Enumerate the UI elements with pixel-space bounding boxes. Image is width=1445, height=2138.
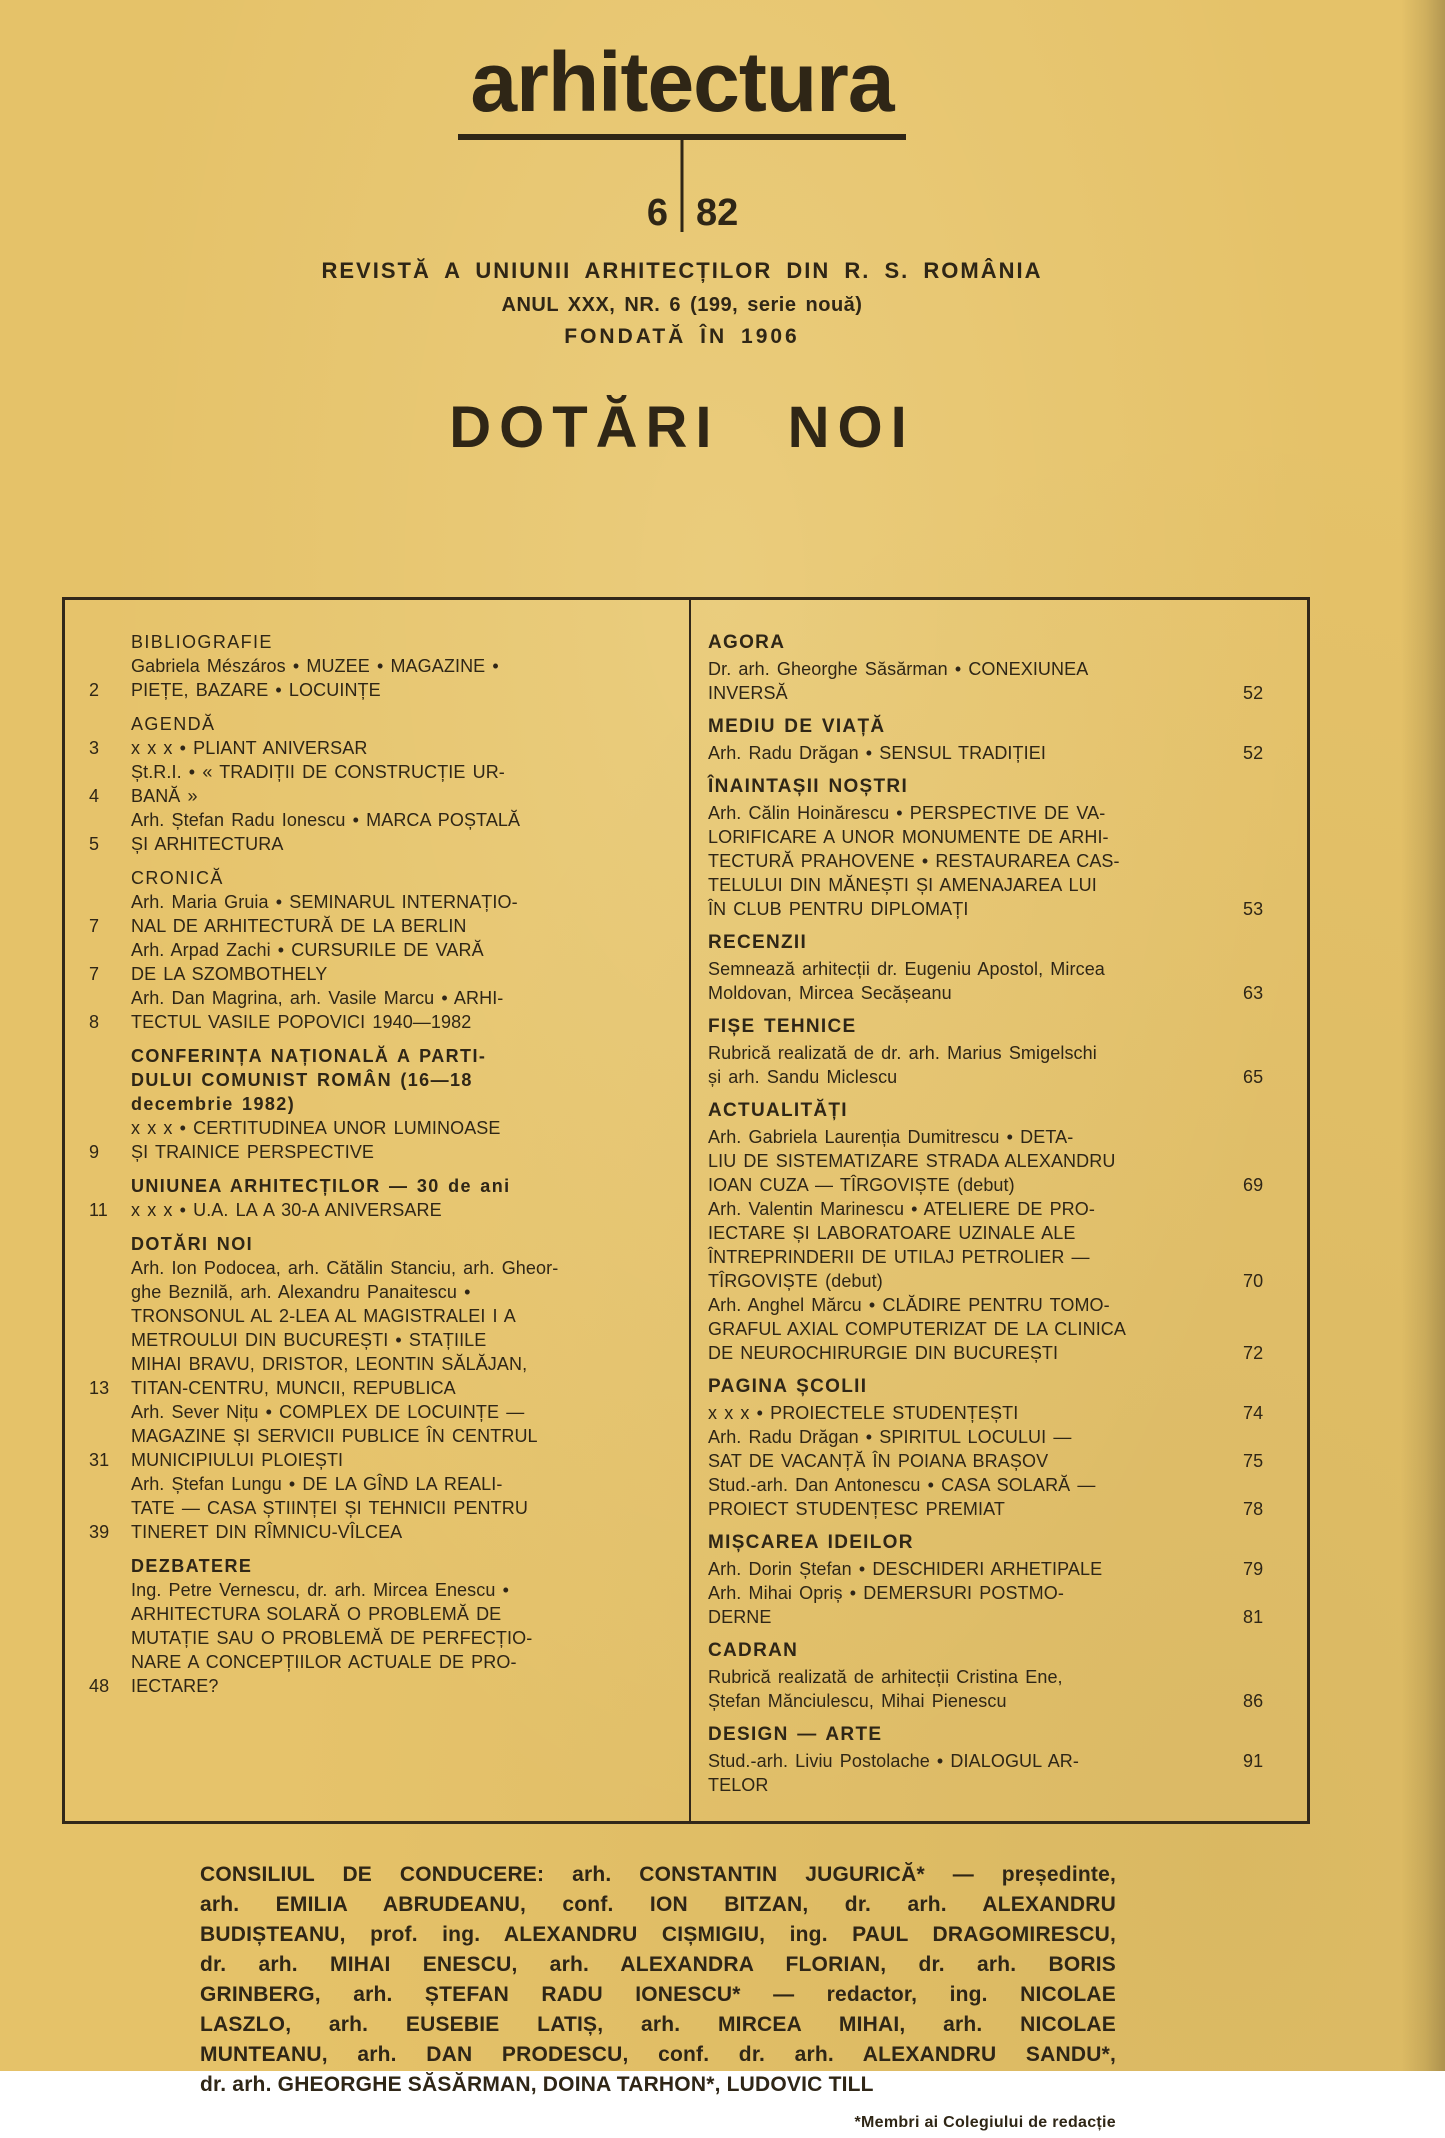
toc-line: [708, 657, 1279, 681]
page-number: 11: [89, 1200, 108, 1220]
toc-entry: [77, 1400, 665, 1472]
board-line: arh. EMILIA ABRUDEANU, conf. ION BITZAN, dr. arh. ALEXANDRU: [200, 1893, 1116, 1916]
toc-section: [77, 1232, 665, 1544]
toc-line: [77, 1496, 665, 1520]
section-header: UNIUNEA ARHITECȚILOR — 30 de ani: [131, 1176, 511, 1196]
toc-entry: [77, 760, 665, 808]
board-line: dr. arh. MIHAI ENESCU, arh. ALEXANDRA FLORIAN, dr. arh. BORIS: [200, 1953, 1116, 1976]
page-number: 31: [89, 1450, 110, 1470]
toc-line: [77, 986, 665, 1010]
toc-entry: [77, 1116, 665, 1164]
page-number: 9: [89, 1142, 100, 1162]
page-title: DOTĂRI NOI: [449, 395, 915, 460]
section-header-row: [77, 712, 665, 736]
toc-line: [77, 760, 665, 784]
section-header: ÎNAINTAȘII NOȘTRI: [708, 776, 909, 797]
toc-entry: [708, 657, 1279, 705]
toc-line-text: Ștefan Mănciulescu, Mihai Pienescu: [708, 1691, 1007, 1711]
toc-entry: [708, 1293, 1279, 1365]
toc-line-text: MAGAZINE ȘI SERVICII PUBLICE ÎN CENTRUL: [131, 1426, 538, 1446]
section-header: DULUI COMUNIST ROMÂN (16—18: [131, 1070, 473, 1090]
toc-entry: [708, 1473, 1279, 1521]
toc-line: [708, 1425, 1279, 1449]
toc-line: [708, 873, 1279, 897]
page-number: 48: [89, 1676, 110, 1696]
page-number: 63: [1243, 983, 1264, 1003]
toc-line: [77, 1010, 665, 1034]
toc-line-text: ÎNTREPRINDERII DE UTILAJ PETROLIER —: [708, 1247, 1090, 1267]
magazine-title: arhitectura: [458, 40, 905, 140]
toc-section: [77, 630, 665, 702]
toc-left-column: [65, 600, 691, 1821]
toc-line: [77, 1424, 665, 1448]
toc-line: [708, 1293, 1279, 1317]
section-header: DESIGN — ARTE: [708, 1724, 883, 1745]
section-header: ACTUALITĂȚI: [708, 1100, 848, 1121]
toc-line-text: Arh. Valentin Marinescu • ATELIERE DE PRO-: [708, 1199, 1095, 1219]
toc-line: [708, 1197, 1279, 1221]
toc-line: [708, 1041, 1279, 1065]
toc-line: [77, 1328, 665, 1352]
toc-entry: [708, 1401, 1279, 1425]
toc-line: [77, 914, 665, 938]
toc-line-text: TRONSONUL AL 2-LEA AL MAGISTRALEI I A: [131, 1306, 516, 1326]
toc-section: [77, 1554, 665, 1698]
toc-line: [77, 832, 665, 856]
toc-entry: [77, 736, 665, 760]
toc-line-text: Șt.R.I. • « TRADIȚII DE CONSTRUCȚIE UR-: [131, 762, 505, 782]
page-number: 52: [1243, 683, 1264, 703]
toc-entry: [77, 1578, 665, 1698]
board-line: LASZLO, arh. EUSEBIE LATIȘ, arh. MIRCEA MIHAI, arh. NICOLAE: [200, 2013, 1116, 2036]
toc-section: [708, 1099, 1279, 1365]
section-header: CONFERINȚA NAȚIONALĂ A PARTI-: [131, 1046, 487, 1066]
toc-line: [708, 1665, 1279, 1689]
toc-line-text: Arh. Sever Nițu • COMPLEX DE LOCUINȚE —: [131, 1402, 525, 1422]
toc-line: [77, 1674, 665, 1698]
toc-line: [77, 1198, 665, 1222]
toc-line-text: Arh. Maria Gruia • SEMINARUL INTERNAȚIO-: [131, 892, 518, 912]
toc-entry: [708, 801, 1279, 921]
section-header: AGENDĂ: [131, 714, 216, 734]
page-number: 7: [89, 916, 100, 936]
toc-line: [708, 1269, 1279, 1293]
toc-line-text: Stud.-arh. Dan Antonescu • CASA SOLARĂ —: [708, 1475, 1096, 1495]
page-number: 81: [1243, 1607, 1264, 1627]
issue-indicator: [52, 140, 1312, 232]
page-number: 13: [89, 1378, 110, 1398]
toc-section: [708, 1639, 1279, 1713]
toc-line: [708, 1125, 1279, 1149]
toc-line: [708, 1605, 1279, 1629]
toc-line: [708, 957, 1279, 981]
toc-line: [708, 1473, 1279, 1497]
toc-section: [77, 1174, 665, 1222]
toc-line: [708, 1149, 1279, 1173]
section-header: CRONICĂ: [131, 868, 224, 888]
toc-line-text: GRAFUL AXIAL COMPUTERIZAT DE LA CLINICA: [708, 1319, 1126, 1339]
toc-line: [77, 938, 665, 962]
toc-entry: [708, 741, 1279, 765]
toc-line-text: Arh. Călin Hoinărescu • PERSPECTIVE DE VA-: [708, 803, 1106, 823]
toc-line-text: Ing. Petre Vernescu, dr. arh. Mircea Enescu •: [131, 1580, 509, 1600]
toc-entry: [77, 1256, 665, 1400]
toc-line-text: NAL DE ARHITECTURĂ DE LA BERLIN: [131, 916, 467, 936]
toc-section: [708, 1531, 1279, 1629]
page-number: 3: [89, 738, 100, 758]
toc-line-text: TINERET DIN RÎMNICU-VÎLCEA: [131, 1522, 403, 1542]
toc-section: [708, 1015, 1279, 1089]
toc-line-text: TÎRGOVIȘTE (debut): [708, 1271, 883, 1291]
toc-line-text: Arh. Dan Magrina, arh. Vasile Marcu • ARHI-: [131, 988, 504, 1008]
toc-entry: [708, 1197, 1279, 1293]
section-header: decembrie 1982): [131, 1094, 296, 1114]
toc-line: [77, 1472, 665, 1496]
section-header-row: [77, 1068, 665, 1092]
toc-section: [708, 715, 1279, 765]
board-line: GRINBERG, arh. ȘTEFAN RADU IONESCU* — redactor, ing. NICOLAE: [200, 1983, 1116, 2006]
toc-line-text: Arh. Arpad Zachi • CURSURILE DE VARĂ: [131, 940, 484, 960]
toc-line: [708, 1317, 1279, 1341]
toc-line: [708, 1221, 1279, 1245]
toc-line-text: x x x • PROIECTELE STUDENȚEȘTI: [708, 1403, 1019, 1423]
toc-line-text: Arh. Dorin Ștefan • DESCHIDERI ARHETIPALE: [708, 1559, 1103, 1579]
toc-line: [77, 1256, 665, 1280]
toc-line-text: BANĂ »: [131, 786, 198, 806]
toc-line: [77, 1304, 665, 1328]
section-header: CADRAN: [708, 1640, 799, 1661]
toc-line: [708, 1581, 1279, 1605]
page-number: 65: [1243, 1067, 1264, 1087]
toc-line: [77, 784, 665, 808]
issue-divider-line: [681, 140, 684, 232]
toc-line-text: Moldovan, Mircea Secășeanu: [708, 983, 952, 1003]
toc-line: [77, 808, 665, 832]
board-line: MUNTEANU, arh. DAN PRODESCU, conf. dr. arh. ALEXANDRU SANDU*,: [200, 2043, 1116, 2066]
toc-entry: [708, 1581, 1279, 1629]
section-header: DOTĂRI NOI: [131, 1234, 253, 1254]
toc-line: [77, 736, 665, 760]
toc-line: [708, 981, 1279, 1005]
toc-section: [77, 1044, 665, 1164]
toc-entry: [77, 890, 665, 938]
toc-line-text: NARE A CONCEPȚIILOR ACTUALE DE PRO-: [131, 1652, 517, 1672]
section-header-row: [77, 1554, 665, 1578]
toc-section: [708, 1375, 1279, 1521]
toc-line-text: LORIFICARE A UNOR MONUMENTE DE ARHI-: [708, 827, 1109, 847]
toc-line: [708, 1749, 1279, 1773]
toc-entry: [77, 986, 665, 1034]
toc-line-text: IECTARE?: [131, 1676, 219, 1696]
section-header: MEDIU DE VIAȚĂ: [708, 716, 886, 737]
toc-line: [708, 1173, 1279, 1197]
toc-line-text: Stud.-arh. Liviu Postolache • DIALOGUL AR-: [708, 1751, 1079, 1771]
toc-line: [708, 1449, 1279, 1473]
page-number: 53: [1243, 899, 1264, 919]
section-header: PAGINA ȘCOLII: [708, 1376, 868, 1397]
toc-line-text: x x x • PLIANT ANIVERSAR: [131, 738, 368, 758]
toc-line-text: MUTAȚIE SAU O PROBLEMĂ DE PERFECȚIO-: [131, 1628, 533, 1648]
toc-line-text: Gabriela Mészáros • MUZEE • MAGAZINE •: [131, 656, 499, 676]
toc-entry: [708, 1665, 1279, 1713]
toc-line-text: PROIECT STUDENȚESC PREMIAT: [708, 1499, 1005, 1519]
page-number: 2: [89, 680, 100, 700]
toc-line-text: ARHITECTURA SOLARĂ O PROBLEMĂ DE: [131, 1604, 502, 1624]
section-header-row: [77, 1044, 665, 1068]
toc-line: [77, 1602, 665, 1626]
toc-entry: [708, 1749, 1279, 1797]
toc-line: [77, 1376, 665, 1400]
page-number: 5: [89, 834, 100, 854]
toc-line-text: DE LA SZOMBOTHELY: [131, 964, 328, 984]
toc-line-text: Arh. Radu Drăgan • SENSUL TRADIȚIEI: [708, 743, 1046, 763]
toc-line-text: Arh. Mihai Opriș • DEMERSURI POSTMO-: [708, 1583, 1064, 1603]
toc-line: [77, 1400, 665, 1424]
toc-entry: [708, 1557, 1279, 1581]
toc-line-text: Arh. Ion Podocea, arh. Cătălin Stanciu, arh. Gheor-: [131, 1258, 559, 1278]
toc-line: [77, 890, 665, 914]
toc-entry: [77, 654, 665, 702]
section-header: AGORA: [708, 632, 786, 653]
scan-edge-shadow: [1401, 0, 1445, 2071]
toc-line: [77, 1352, 665, 1376]
toc-section: [708, 775, 1279, 921]
page-number: 69: [1243, 1175, 1264, 1195]
page-number: 79: [1243, 1559, 1264, 1579]
page-number: 75: [1243, 1451, 1264, 1471]
toc-line: [77, 1650, 665, 1674]
section-header-row: [77, 1174, 665, 1198]
toc-line-text: x x x • U.A. LA A 30-A ANIVERSARE: [131, 1200, 442, 1220]
board-line: dr. arh. GHEORGHE SĂSĂRMAN, DOINA TARHON*, LUDOVIC TILL: [200, 2073, 874, 2096]
toc-line-text: Arh. Ștefan Lungu • DE LA GÎND LA REALI-: [131, 1474, 503, 1494]
page-number: 74: [1243, 1403, 1264, 1423]
toc-line-text: ÎN CLUB PENTRU DIPLOMAȚI: [708, 899, 969, 919]
toc-line: [77, 654, 665, 678]
toc-line-text: TITAN-CENTRU, MUNCII, REPUBLICA: [131, 1378, 456, 1398]
toc-line: [708, 1245, 1279, 1269]
toc-entry: [708, 957, 1279, 1005]
founded-line: FONDATĂ ÎN 1906: [564, 325, 800, 348]
toc-line-text: Arh. Radu Drăgan • SPIRITUL LOCULUI —: [708, 1427, 1072, 1447]
toc-line-text: IOAN CUZA — TÎRGOVIȘTE (debut): [708, 1175, 1015, 1195]
toc-line-text: ȘI ARHITECTURA: [131, 834, 284, 854]
toc-entry: [77, 1472, 665, 1544]
section-header: RECENZII: [708, 932, 808, 953]
page-number: 70: [1243, 1271, 1264, 1291]
section-header: BIBLIOGRAFIE: [131, 632, 273, 652]
toc-entry: [77, 808, 665, 856]
toc-section: [708, 1723, 1279, 1797]
toc-line: [77, 1626, 665, 1650]
toc-line-text: METROULUI DIN BUCUREȘTI • STAȚIILE: [131, 1330, 487, 1350]
toc-line-text: DERNE: [708, 1607, 772, 1627]
toc-line-text: LIU DE SISTEMATIZARE STRADA ALEXANDRU: [708, 1151, 1116, 1171]
toc-line-text: MIHAI BRAVU, DRISTOR, LEONTIN SĂLĂJAN,: [131, 1354, 528, 1374]
toc-section: [77, 866, 665, 1034]
toc-line: [77, 1140, 665, 1164]
toc-line: [708, 825, 1279, 849]
toc-line-text: ȘI TRAINICE PERSPECTIVE: [131, 1142, 375, 1162]
toc-entry: [77, 938, 665, 986]
toc-line: [77, 1280, 665, 1304]
toc-line: [708, 1557, 1279, 1581]
toc-right-column: [691, 600, 1307, 1821]
page-number: 52: [1243, 743, 1264, 763]
toc-line-text: IECTARE ȘI LABORATOARE UZINALE ALE: [708, 1223, 1076, 1243]
toc-line: [708, 1773, 1279, 1797]
toc-line-text: Arh. Ștefan Radu Ionescu • MARCA POȘTALĂ: [131, 810, 521, 830]
toc-line: [708, 849, 1279, 873]
toc-line: [77, 678, 665, 702]
toc-line-text: MUNICIPIULUI PLOIEȘTI: [131, 1450, 344, 1470]
toc-line: [708, 1497, 1279, 1521]
section-header: FIȘE TEHNICE: [708, 1016, 857, 1037]
toc-line: [77, 1448, 665, 1472]
magazine-subtitle: REVISTĂ A UNIUNII ARHITECȚILOR DIN R. S. ROMÂNIA: [321, 258, 1043, 283]
toc-line: [708, 1401, 1279, 1425]
page-number: 8: [89, 1012, 100, 1032]
board-footnote: *Membri ai Colegiului de redacție: [854, 2114, 1116, 2131]
toc-box: [62, 597, 1310, 1824]
issue-year: 82: [696, 192, 739, 234]
toc-line: [708, 1341, 1279, 1365]
toc-section: [708, 631, 1279, 705]
toc-line: [77, 1578, 665, 1602]
page-number: 39: [89, 1522, 110, 1542]
toc-line-text: Rubrică realizată de dr. arh. Marius Smigelschi: [708, 1043, 1097, 1063]
toc-line-text: TELOR: [708, 1775, 769, 1795]
toc-line-text: Dr. arh. Gheorghe Săsărman • CONEXIUNEA: [708, 659, 1089, 679]
board-line: CONSILIUL DE CONDUCERE: arh. CONSTANTIN JUGURICĂ* — președinte,: [200, 1863, 1116, 1886]
volume-line: ANUL XXX, NR. 6 (199, serie nouă): [501, 294, 863, 316]
page-number: 7: [89, 964, 100, 984]
toc-line-text: și arh. Sandu Miclescu: [708, 1067, 898, 1087]
toc-line-text: TECTURĂ PRAHOVENE • RESTAURAREA CAS-: [708, 851, 1120, 871]
masthead: [52, 0, 1312, 349]
section-header-row: [77, 1092, 665, 1116]
toc-line-text: x x x • CERTITUDINEA UNOR LUMINOASE: [131, 1118, 501, 1138]
toc-line: [77, 1116, 665, 1140]
page-number: 91: [1243, 1751, 1264, 1771]
board-line: BUDIȘTEANU, prof. ing. ALEXANDRU CIȘMIGIU, ing. PAUL DRAGOMIRESCU,: [200, 1923, 1116, 1946]
toc-line-text: DE NEUROCHIRURGIE DIN BUCUREȘTI: [708, 1343, 1059, 1363]
toc-line: [708, 1689, 1279, 1713]
toc-line: [708, 681, 1279, 705]
toc-section: [77, 712, 665, 856]
toc-line: [708, 897, 1279, 921]
toc-line-text: PIEȚE, BAZARE • LOCUINȚE: [131, 680, 381, 700]
editorial-board: [200, 1860, 1116, 2138]
toc-entry: [708, 1425, 1279, 1473]
toc-line-text: INVERSĂ: [708, 683, 788, 703]
section-header: DEZBATERE: [131, 1556, 253, 1576]
section-header-row: [77, 866, 665, 890]
toc-line-text: TECTUL VASILE POPOVICI 1940—1982: [131, 1012, 472, 1032]
toc-line-text: Rubrică realizată de arhitecții Cristina Ene,: [708, 1667, 1063, 1687]
toc-line: [77, 1520, 665, 1544]
toc-entry: [77, 1198, 665, 1222]
page-number: 86: [1243, 1691, 1264, 1711]
toc-line-text: SAT DE VACANȚĂ ÎN POIANA BRAȘOV: [708, 1451, 1049, 1471]
toc-line-text: TELULUI DIN MĂNEȘTI ȘI AMENAJAREA LUI: [708, 875, 1097, 895]
page-number: 72: [1243, 1343, 1264, 1363]
toc-line-text: TATE — CASA ȘTIINȚEI ȘI TEHNICII PENTRU: [131, 1498, 528, 1518]
toc-line: [708, 801, 1279, 825]
toc-line-text: Arh. Gabriela Laurenția Dumitrescu • DETA-: [708, 1127, 1074, 1147]
toc-line: [708, 741, 1279, 765]
section-header-row: [77, 630, 665, 654]
toc-entry: [708, 1041, 1279, 1089]
toc-line-text: Arh. Anghel Mărcu • CLĂDIRE PENTRU TOMO-: [708, 1295, 1110, 1315]
issue-number: 6: [646, 192, 668, 234]
section-header: MIȘCAREA IDEILOR: [708, 1532, 914, 1553]
toc-entry: [708, 1125, 1279, 1197]
toc-line: [77, 962, 665, 986]
section-header-row: [77, 1232, 665, 1256]
toc-line: [708, 1065, 1279, 1089]
page-number: 4: [89, 786, 100, 806]
page-number: 78: [1243, 1499, 1264, 1519]
toc-line-text: Semnează arhitecții dr. Eugeniu Apostol, Mircea: [708, 959, 1105, 979]
toc-line-text: ghe Beznilă, arh. Alexandru Panaitescu •: [131, 1282, 471, 1302]
toc-section: [708, 931, 1279, 1005]
